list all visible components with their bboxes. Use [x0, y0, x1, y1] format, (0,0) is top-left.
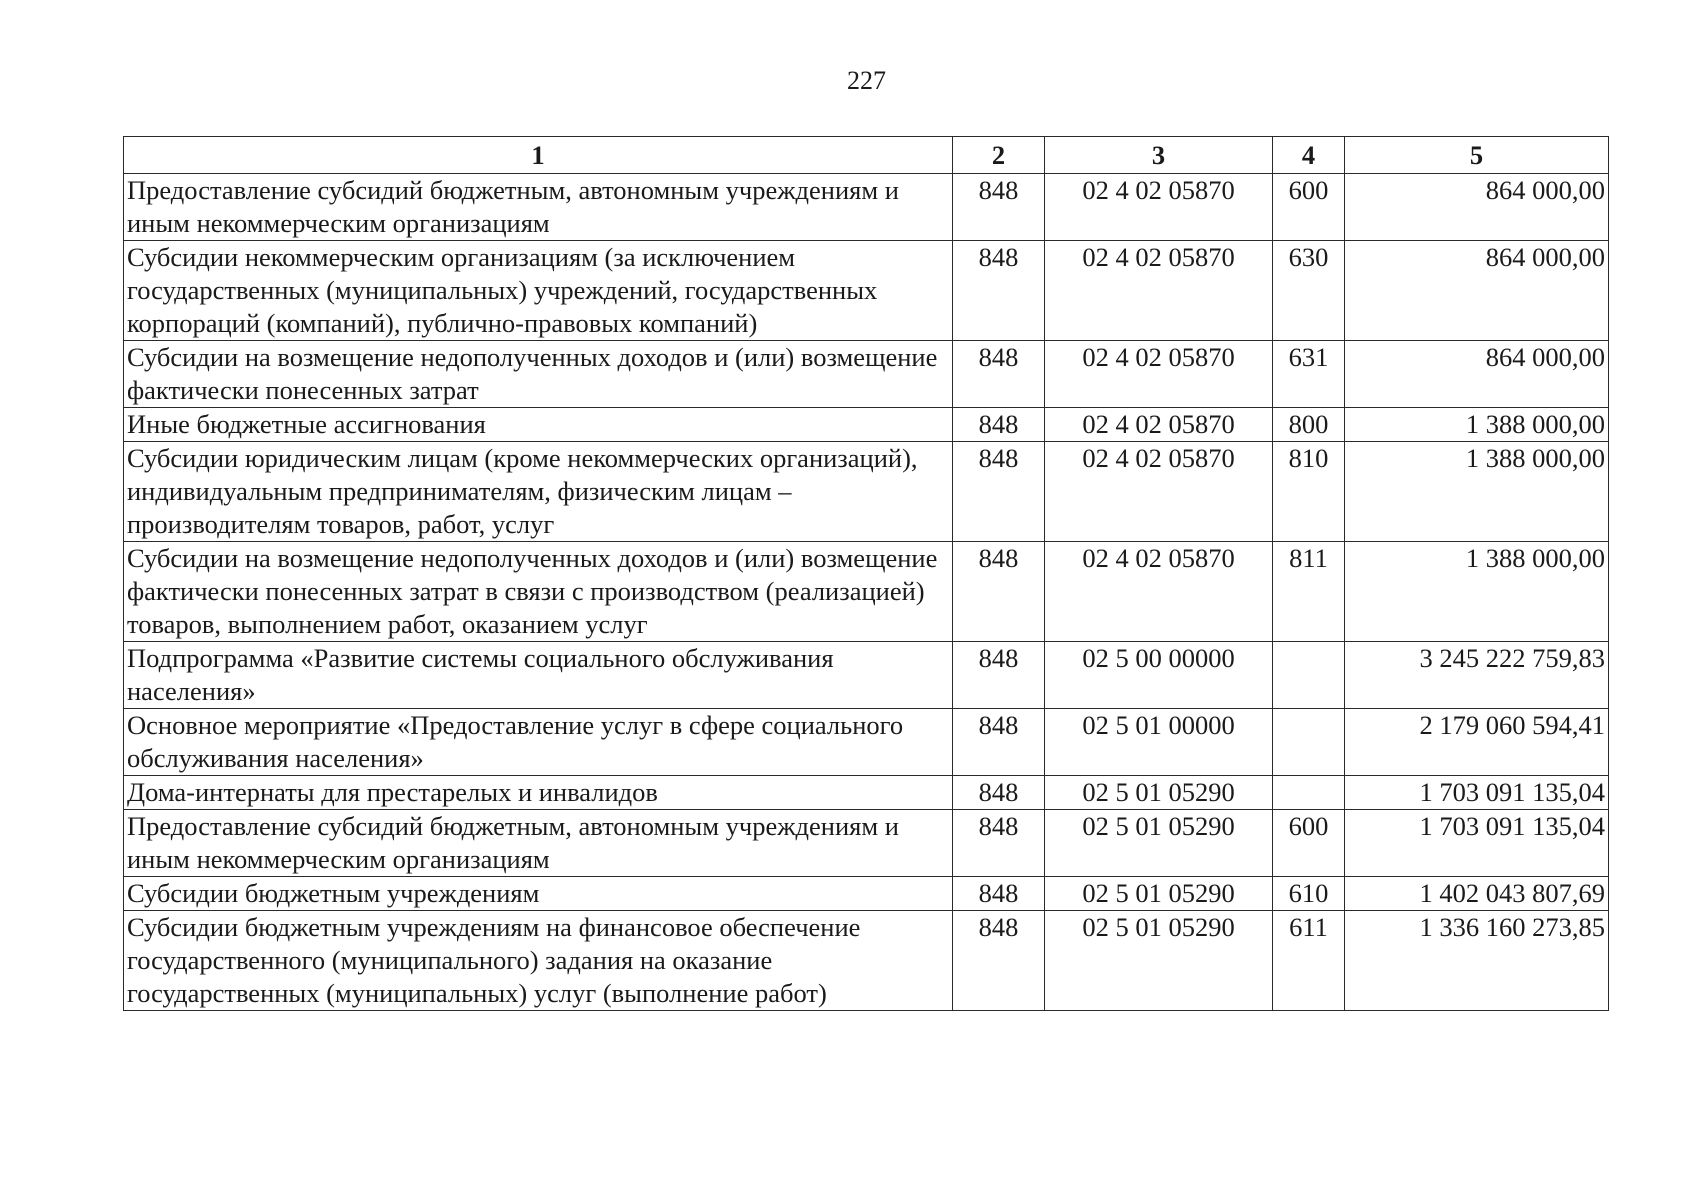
table-row — [124, 810, 1609, 877]
row-ministry-code: 848 — [953, 810, 1045, 877]
row-amount: 1 402 043 807,69 — [1345, 877, 1609, 911]
row-name: Субсидии бюджетным учреждениям на финансовое обеспечение государственного (муниципального) задания на оказание государственных (муниципальных) услуг (выполнение работ) — [124, 911, 953, 1011]
table-row — [124, 877, 1609, 911]
row-expense-type: 800 — [1273, 408, 1345, 442]
table-header-row — [124, 137, 1609, 174]
row-name: Субсидии на возмещение недополученных доходов и (или) возмещение фактически понесенных затрат — [124, 341, 953, 408]
column-header-name: 1 — [124, 137, 953, 174]
row-target-article: 02 5 00 00000 — [1045, 642, 1273, 709]
row-amount: 2 179 060 594,41 — [1345, 709, 1609, 776]
row-target-article: 02 4 02 05870 — [1045, 442, 1273, 542]
row-target-article: 02 5 01 05290 — [1045, 776, 1273, 810]
row-target-article: 02 4 02 05870 — [1045, 408, 1273, 442]
table-row — [124, 341, 1609, 408]
column-header-amount: 5 — [1345, 137, 1609, 174]
row-amount: 1 388 000,00 — [1345, 408, 1609, 442]
row-name: Субсидии бюджетным учреждениям — [124, 877, 953, 911]
row-amount: 1 388 000,00 — [1345, 542, 1609, 642]
row-name: Подпрограмма «Развитие системы социального обслуживания населения» — [124, 642, 953, 709]
table-row — [124, 709, 1609, 776]
row-ministry-code: 848 — [953, 642, 1045, 709]
table-row — [124, 776, 1609, 810]
row-ministry-code: 848 — [953, 709, 1045, 776]
row-ministry-code: 848 — [953, 408, 1045, 442]
table-row — [124, 241, 1609, 341]
row-name: Предоставление субсидий бюджетным, автономным учреждениям и иным некоммерческим организациям — [124, 174, 953, 241]
row-name: Субсидии юридическим лицам (кроме некоммерческих организаций), индивидуальным предпринимателям, физическим лицам – производителям товаров, работ, услуг — [124, 442, 953, 542]
row-target-article: 02 4 02 05870 — [1045, 174, 1273, 241]
table-row — [124, 642, 1609, 709]
row-target-article: 02 4 02 05870 — [1045, 341, 1273, 408]
column-header-target-article: 3 — [1045, 137, 1273, 174]
row-target-article: 02 5 01 05290 — [1045, 911, 1273, 1011]
row-amount: 864 000,00 — [1345, 241, 1609, 341]
row-expense-type: 611 — [1273, 911, 1345, 1011]
row-ministry-code: 848 — [953, 911, 1045, 1011]
row-expense-type: 630 — [1273, 241, 1345, 341]
row-expense-type: 810 — [1273, 442, 1345, 542]
budget-table — [123, 136, 1609, 1011]
row-name: Субсидии на возмещение недополученных доходов и (или) возмещение фактически понесенных затрат в связи с производством (реализацией) товаров, выполнением работ, оказанием услуг — [124, 542, 953, 642]
table-row — [124, 542, 1609, 642]
row-ministry-code: 848 — [953, 877, 1045, 911]
table-row — [124, 911, 1609, 1011]
row-expense-type: 610 — [1273, 877, 1345, 911]
row-amount: 864 000,00 — [1345, 341, 1609, 408]
table-row — [124, 408, 1609, 442]
row-ministry-code: 848 — [953, 341, 1045, 408]
row-expense-type: 600 — [1273, 174, 1345, 241]
row-target-article: 02 4 02 05870 — [1045, 241, 1273, 341]
row-name: Основное мероприятие «Предоставление услуг в сфере социального обслуживания населения» — [124, 709, 953, 776]
column-header-ministry: 2 — [953, 137, 1045, 174]
row-ministry-code: 848 — [953, 442, 1045, 542]
row-expense-type — [1273, 642, 1345, 709]
row-amount: 1 703 091 135,04 — [1345, 776, 1609, 810]
table-row — [124, 174, 1609, 241]
row-name: Иные бюджетные ассигнования — [124, 408, 953, 442]
column-header-expense-type: 4 — [1273, 137, 1345, 174]
row-expense-type: 811 — [1273, 542, 1345, 642]
row-ministry-code: 848 — [953, 174, 1045, 241]
row-target-article: 02 5 01 00000 — [1045, 709, 1273, 776]
row-amount: 1 336 160 273,85 — [1345, 911, 1609, 1011]
table-row — [124, 442, 1609, 542]
row-expense-type — [1273, 776, 1345, 810]
row-ministry-code: 848 — [953, 776, 1045, 810]
row-name: Дома-интернаты для престарелых и инвалидов — [124, 776, 953, 810]
row-name: Предоставление субсидий бюджетным, автономным учреждениям и иным некоммерческим организациям — [124, 810, 953, 877]
row-amount: 864 000,00 — [1345, 174, 1609, 241]
row-amount: 3 245 222 759,83 — [1345, 642, 1609, 709]
row-ministry-code: 848 — [953, 542, 1045, 642]
row-amount: 1 388 000,00 — [1345, 442, 1609, 542]
row-target-article: 02 5 01 05290 — [1045, 877, 1273, 911]
row-amount: 1 703 091 135,04 — [1345, 810, 1609, 877]
row-target-article: 02 4 02 05870 — [1045, 542, 1273, 642]
page-number: 227 — [847, 66, 886, 95]
row-name: Субсидии некоммерческим организациям (за исключением государственных (муниципальных) учреждений, государственных корпораций (компаний), публично-правовых компаний) — [124, 241, 953, 341]
row-target-article: 02 5 01 05290 — [1045, 810, 1273, 877]
row-expense-type — [1273, 709, 1345, 776]
row-expense-type: 631 — [1273, 341, 1345, 408]
row-ministry-code: 848 — [953, 241, 1045, 341]
row-expense-type: 600 — [1273, 810, 1345, 877]
